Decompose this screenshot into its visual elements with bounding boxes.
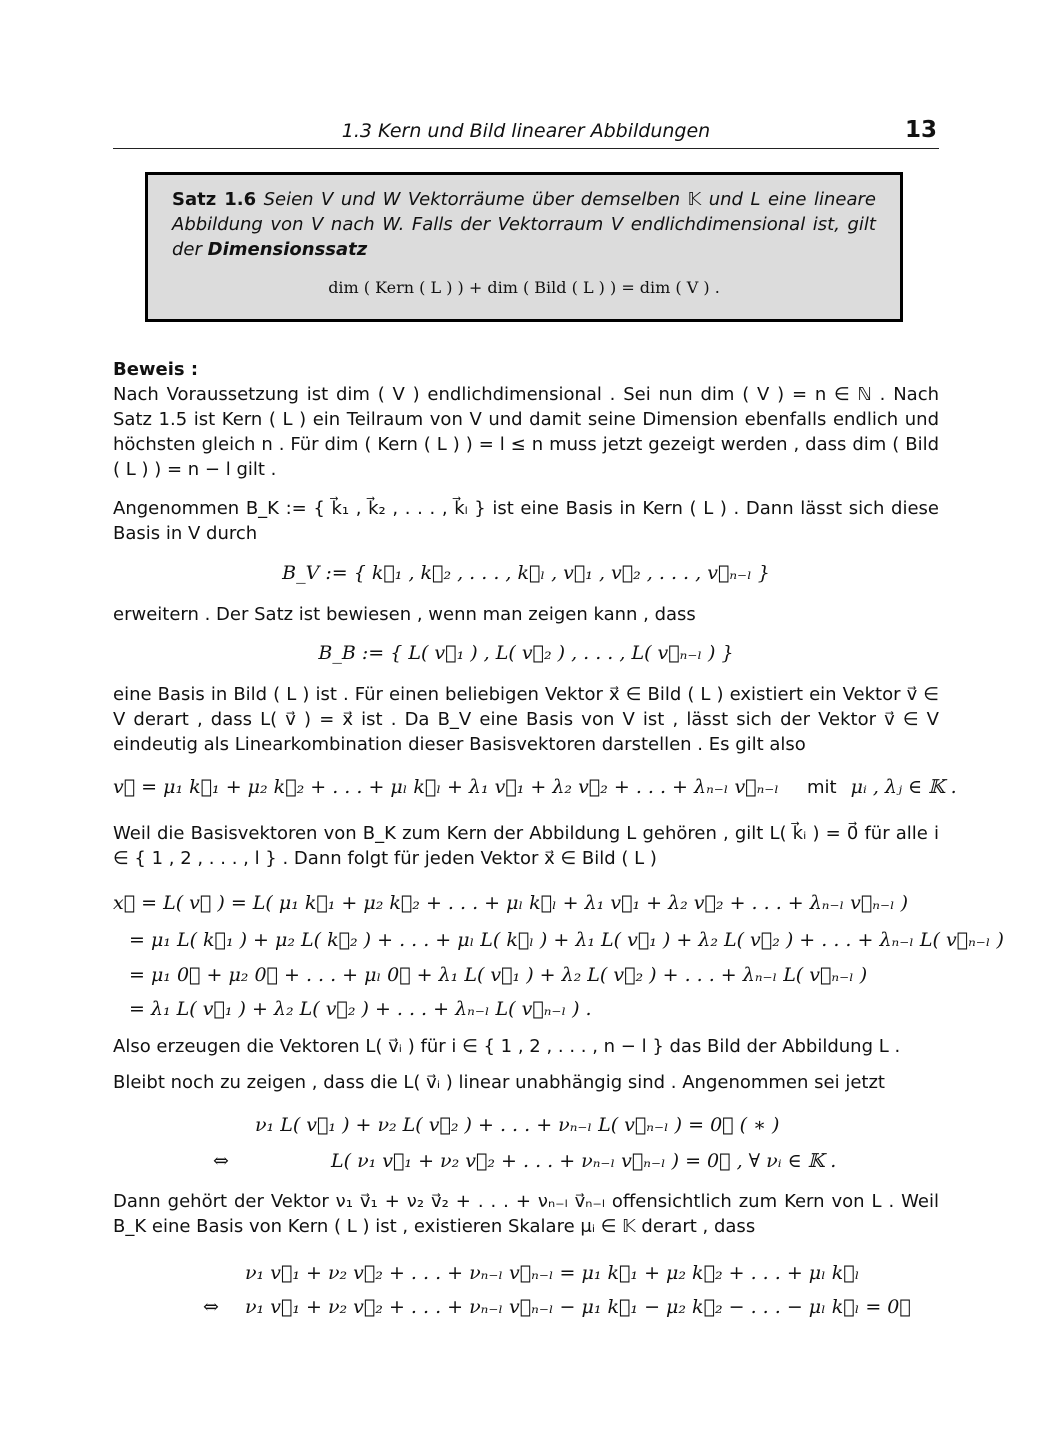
proof-paragraph-1: Nach Voraussetzung ist dim ( V ) endlichdimensional . Sei nun dim ( V ) = n ∈ ℕ . Nach Satz 1.5 ist Kern ( L ) ein Teilraum von V und damit seine Dimension ebenfalls endlich und höchsten gleich n . Für dim ( Kern ( L ) ) = l ≤ n muss jetzt gezeigt werden , dass dim ( Bild ( L ) ) = n − l gilt . [113, 384, 939, 480]
proof-paragraph-8: Dann gehört der Vektor ν₁ v⃗₁ + ν₂ v⃗₂ + . . . + νₙ₋ₗ v⃗ₙ₋ₗ offensichtlich zum Kern von L . Weil B_K eine Basis von Kern ( L ) ist , existieren Skalare μᵢ ∈ 𝕂 derart , dass [113, 1191, 939, 1237]
equation-independence-1: ν₁ L( v⃗₁ ) + ν₂ L( v⃗₂ ) + . . . + νₙ₋ₗ L( v⃗ₙ₋ₗ ) = 0⃗ ( ∗ ) [255, 1114, 780, 1136]
equation-chain-line-1: x⃗ = L( v⃗ ) = L( μ₁ k⃗₁ + μ₂ k⃗₂ + . . . + μₗ k⃗ₗ + λ₁ v⃗₁ + λ₂ v⃗₂ + . . . + λₙ₋ₗ v⃗ₙ₋ₗ ) [113, 892, 909, 914]
equation-lc-mit: mit [806, 777, 837, 798]
equation-lc-main: v⃗ = μ₁ k⃗₁ + μ₂ k⃗₂ + . . . + μₗ k⃗ₗ + λ₁ v⃗₁ + λ₂ v⃗₂ + . . . + λₙ₋ₗ v⃗ₙ₋ₗ [113, 776, 779, 798]
theorem-text: Seien V und W Vektorräume über demselben 𝕂 und L eine lineare Abbildung von V nach W. Falls der Vektorraum V endlichdimensional ist, gilt der [172, 189, 876, 260]
equation-kernel-1: ν₁ v⃗₁ + ν₂ v⃗₂ + . . . + νₙ₋ₗ v⃗ₙ₋ₗ = μ₁ k⃗₁ + μ₂ k⃗₂ + . . . + μₗ k⃗ₗ [245, 1262, 860, 1284]
equation-lc-tail: μᵢ , λⱼ ∈ 𝕂 . [850, 776, 957, 798]
equation-linear-combination [113, 776, 957, 798]
proof-paragraph-3: erweitern . Der Satz ist bewiesen , wenn man zeigen kann , dass [113, 604, 696, 625]
equation-basis-v: B_V := { k⃗₁ , k⃗₂ , . . . , k⃗ₗ , v⃗₁ , v⃗₂ , . . . , v⃗ₙ₋ₗ } [282, 562, 770, 584]
proof-paragraph-2: Angenommen B_K := { k⃗₁ , k⃗₂ , . . . , k⃗ₗ } ist eine Basis in Kern ( L ) . Dann lässt sich diese Basis in V durch [113, 498, 939, 544]
theorem-label: Satz 1.6 [172, 189, 257, 210]
proof-paragraph-5: Weil die Basisvektoren von B_K zum Kern der Abbildung L gehören , gilt L( k⃗ᵢ ) = 0⃗ für alle i ∈ { 1 , 2 , . . . , l } . Dann folgt für jeden Vektor x⃗ ∈ Bild ( L ) [113, 823, 939, 869]
running-header [113, 112, 939, 149]
proof-heading: Beweis : [113, 359, 199, 380]
equivalence-arrow-1: ⇔ [213, 1150, 229, 1172]
theorem-term: Dimensionssatz [207, 239, 368, 260]
proof-paragraph-7: Bleibt noch zu zeigen , dass die L( v⃗ᵢ ) linear unabhängig sind . Angenommen sei jetzt [113, 1072, 885, 1093]
equation-kernel-2: ν₁ v⃗₁ + ν₂ v⃗₂ + . . . + νₙ₋ₗ v⃗ₙ₋ₗ − μ₁ k⃗₁ − μ₂ k⃗₂ − . . . − μₗ k⃗ₗ = 0⃗ [245, 1296, 911, 1318]
equation-basis-b: B_B := { L( v⃗₁ ) , L( v⃗₂ ) , . . . , L( v⃗ₙ₋ₗ ) } [318, 642, 734, 664]
theorem-box [145, 172, 903, 322]
page [113, 112, 1004, 1318]
equation-chain-line-3: = μ₁ 0⃗ + μ₂ 0⃗ + . . . + μₗ 0⃗ + λ₁ L( v⃗₁ ) + λ₂ L( v⃗₂ ) + . . . + λₙ₋ₗ L( v⃗ₙ₋ₗ ) [129, 964, 868, 986]
proof-paragraph-6: Also erzeugen die Vektoren L( v⃗ᵢ ) für i ∈ { 1 , 2 , . . . , n − l } das Bild der Abbildung L . [113, 1036, 901, 1057]
page-number: 13 [904, 117, 937, 143]
equation-chain-line-4: = λ₁ L( v⃗₁ ) + λ₂ L( v⃗₂ ) + . . . + λₙ₋ₗ L( v⃗ₙ₋ₗ ) . [129, 998, 592, 1020]
equivalence-arrow-2: ⇔ [203, 1296, 219, 1318]
proof-paragraph-4: eine Basis in Bild ( L ) ist . Für einen beliebigen Vektor x⃗ ∈ Bild ( L ) existiert ein Vektor v⃗ ∈ V derart , dass L( v⃗ ) = x⃗ ist . Da B_V eine Basis von V ist , lässt sich der Vektor v⃗ ∈ V eindeutig als Linearkombination dieser Basisvektoren darstellen . Es gilt also [113, 684, 939, 755]
section-title: 1.3 Kern und Bild linearer Abbildungen [341, 120, 711, 142]
theorem-formula: dim ( Kern ( L ) ) + dim ( Bild ( L ) ) = dim ( V ) . [328, 278, 720, 297]
equation-independence-2: L( ν₁ v⃗₁ + ν₂ v⃗₂ + . . . + νₙ₋ₗ v⃗ₙ₋ₗ ) = 0⃗ , ∀ νᵢ ∈ 𝕂 . [331, 1150, 837, 1172]
equation-chain-line-2: = μ₁ L( k⃗₁ ) + μ₂ L( k⃗₂ ) + . . . + μₗ L( k⃗ₗ ) + λ₁ L( v⃗₁ ) + λ₂ L( v⃗₂ ) + . . . + λₙ₋ₗ L( v⃗ₙ₋ₗ ) [129, 929, 1004, 951]
theorem-body [172, 187, 876, 262]
